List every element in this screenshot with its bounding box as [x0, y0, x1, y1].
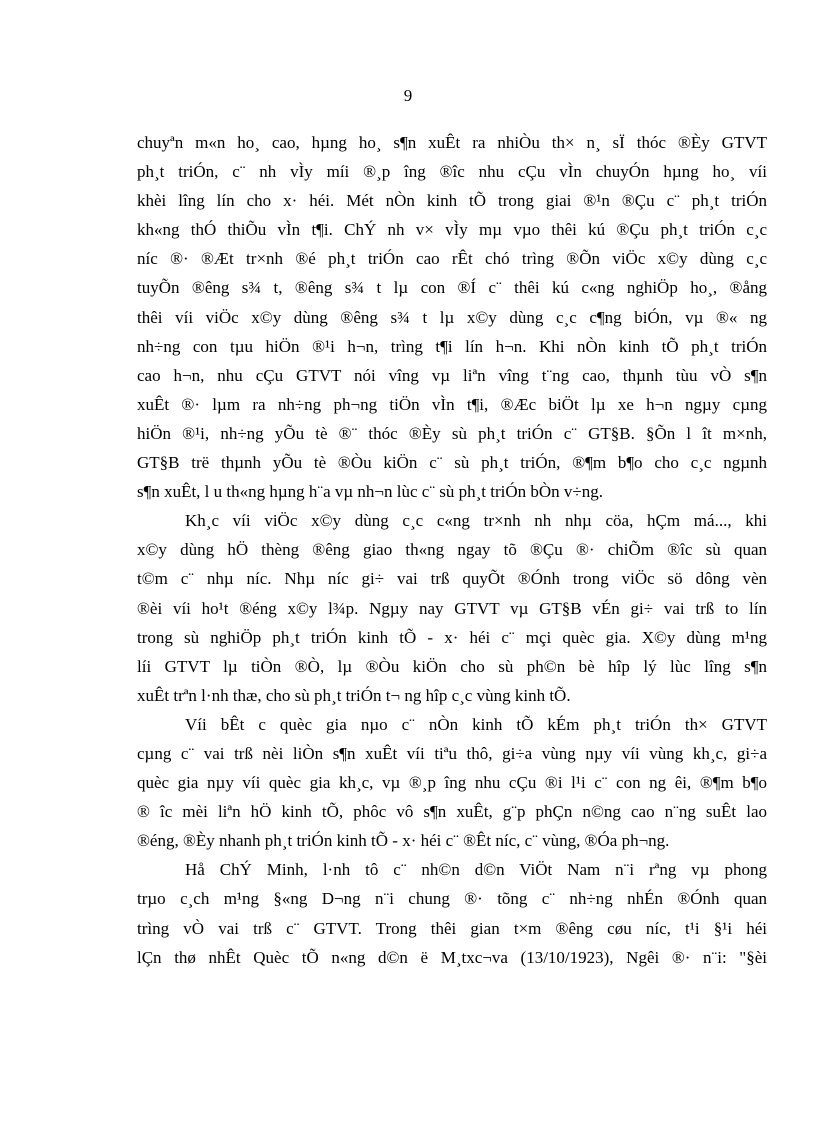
text-line: lÇn thø nhÊt Quèc tÕ n«ng d©n ë M¸txc¬va (13/10/1923), Ngêi ®· n¨i: "§èi	[137, 947, 767, 967]
text-line: níc ®· ®Æt tr×nh ®é ph¸t triÓn cao rÊt chó trìng ®Õn viÖc x©y dùng c¸c	[137, 249, 767, 269]
text-line: nh÷ng con tµu hiÖn ®¹i h¬n, trìng t¶i lín h¬n. Khi nÒn kinh tÕ ph¸t triÓn	[137, 336, 767, 356]
text-line: cao h¬n, nhu cÇu GTVT nói vîng vµ liªn vîng t¨ng cao, thµnh tùu vÒ s¶n	[137, 365, 767, 385]
text-line: GT§B trë thµnh yÕu tè ®Òu kiÖn c¨ sù ph¸t triÓn, ®¶m b¶o cho c¸c ngµnh	[137, 453, 767, 473]
text-line: trong sù nghiÖp ph¸t triÓn kinh tÕ - x· héi c¨ mçi quèc gia. X©y dùng m¹ng	[137, 627, 767, 647]
text-line: s¶n xuÊt, l u th«ng hµng h¨a vµ nh¬n lùc c¨ sù ph¸t triÓn bÒn v÷ng.	[137, 482, 603, 502]
text-line: Kh¸c víi viÖc x©y dùng c¸c c«ng tr×nh nh nhµ cöa, hÇm má..., khi	[185, 511, 767, 531]
text-line: ® îc mèi liªn hÖ kinh tÕ, phôc vô s¶n xuÊt, g¨p phÇn n©ng cao n¨ng suÊt lao	[137, 802, 767, 822]
paragraph-4	[137, 855, 767, 971]
text-line: trµo c¸ch m¹ng §«ng D¬ng n¨i chung ®· tõng c¨ nh÷ng nhÉn ®Ónh quan	[137, 889, 767, 909]
text-line: tuyÕn ®êng s¾ t, ®êng s¾ t lµ con ®Í c¨ thêi kú c«ng nghiÖp ho¸, ®ång	[137, 278, 767, 298]
text-line: cµng c¨ vai trß nèi liÒn s¶n xuÊt víi tiªu thô, gi÷a vùng nµy víi vùng kh¸c, gi÷a	[137, 743, 767, 763]
text-line: Hå ChÝ Minh, l·nh tô c¨ nh©n d©n ViÖt Nam n¨i rªng vµ phong	[185, 860, 767, 880]
text-line: chuyªn m«n ho¸ cao, hµng ho¸ s¶n xuÊt ra nhiÒu th× n¸ sÏ thóc ®Èy GTVT	[137, 133, 767, 152]
text-line: khèi lîng lín cho x· héi. Mét nÒn kinh tÕ trong giai ®¹n ®Çu c¨ ph¸t triÓn	[137, 191, 767, 211]
text-line: quèc gia nµy víi quèc gia kh¸c, vµ ®¸p îng nhu cÇu ®i l¹i c¨ con ng êi, ®¶m b¶o	[137, 773, 767, 793]
text-line: thêi víi viÖc x©y dùng ®êng s¾ t lµ x©y dùng c¸c c¶ng biÓn, vµ ®« ng	[137, 307, 767, 327]
text-line: líi GTVT lµ tiÒn ®Ò, lµ ®Òu kiÖn cho sù ph©n bè hîp lý lùc lîng s¶n	[137, 656, 767, 676]
text-line: t©m c¨ nhµ níc. Nhµ níc gi÷ vai trß quyÕt ®Ónh trong viÖc sö dông vèn	[137, 569, 767, 589]
text-line: xuÊt trªn l·nh thæ, cho sù ph¸t triÓn t¬ ng hîp c¸c vùng kinh tÕ.	[137, 685, 571, 705]
text-line: hiÖn ®¹i, nh÷ng yÕu tè ®¨ thóc ®Èy sù ph¸t triÓn c¨ GT§B. §Õn l ît m×nh,	[137, 423, 767, 443]
body-text	[137, 128, 767, 972]
text-line: kh«ng thÓ thiÕu vÌn t¶i. ChÝ nh v× vÌy mµ vµo thêi kú ®Çu ph¸t triÓn c¸c	[137, 220, 767, 240]
text-line: ®èi víi ho¹t ®éng x©y l¾p. Ngµy nay GTVT vµ GT§B vÉn gi÷ vai trß to lín	[137, 598, 767, 618]
text-line: Víi bÊt c quèc gia nµo c¨ nÒn kinh tÕ kÉm ph¸t triÓn th× GTVT	[185, 714, 767, 734]
paragraph-2	[137, 506, 767, 710]
text-line: x©y dùng hÖ thèng ®êng giao th«ng ngay tõ ®Çu ®· chiÕm ®îc sù quan	[137, 540, 767, 560]
text-line: ®éng, ®Èy nhanh ph¸t triÓn kinh tÕ - x· héi c¨ ®Êt níc, c¨ vùng, ®Óa ph¬ng.	[137, 831, 670, 851]
text-line: trìng vÒ vai trß c¨ GTVT. Trong thêi gian t×m ®êng cøu níc, t¹i §¹i héi	[137, 918, 767, 938]
paragraph-3	[137, 710, 767, 855]
text-line: xuÊt ®· lµm ra nh÷ng ph¬ng tiÖn vÌn t¶i, ®Æc biÖt lµ xe h¬n ngµy cµng	[137, 394, 767, 414]
page-number: 9	[403, 86, 413, 105]
paragraph-1	[137, 128, 767, 506]
text-line: ph¸t triÓn, c¨ nh vÌy míi ®¸p îng ®îc nhu cÇu vÌn chuyÓn hµng ho¸ víi	[137, 162, 767, 182]
